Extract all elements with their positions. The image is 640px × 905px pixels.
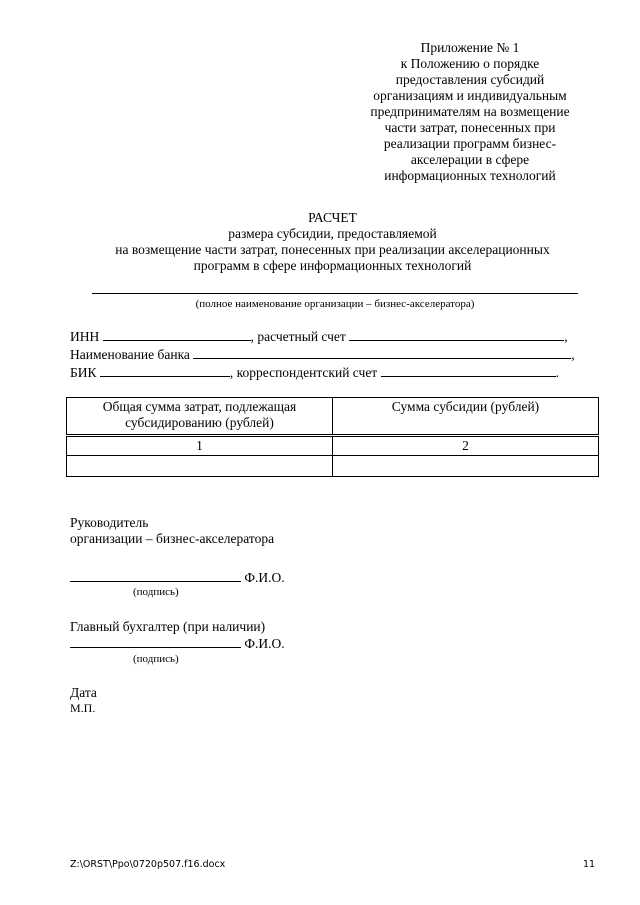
appendix-line: части затрат, понесенных при: [384, 120, 556, 135]
title-line: размера субсидии, предоставляемой: [228, 226, 437, 241]
inn-field[interactable]: [103, 327, 251, 341]
head-title-line: Руководитель: [70, 515, 149, 530]
signature-caption: (подпись): [133, 653, 179, 665]
account-label: , расчетный счет: [250, 329, 346, 344]
table-header-row: [67, 398, 599, 436]
date-label: Дата: [70, 685, 97, 700]
appendix-line: информационных технологий: [384, 168, 556, 183]
comma-mark: ,: [564, 329, 568, 344]
head-title: [70, 515, 274, 547]
document-title: [60, 210, 605, 274]
column-number: 2: [333, 436, 599, 456]
appendix-line: к Положению о порядке: [400, 56, 540, 71]
appendix-line: организациям и индивидуальным: [373, 88, 567, 103]
column-number: 1: [67, 436, 333, 456]
corr-account-label: , корреспондентский счет: [229, 365, 378, 380]
comma-mark: ,: [571, 347, 575, 362]
head-signature-line[interactable]: [70, 568, 241, 582]
title-line: программ в сфере информационных технологий: [193, 258, 472, 273]
appendix-line: акселерации в сфере: [410, 152, 530, 167]
bank-row: [70, 345, 595, 363]
bik-row: [70, 363, 595, 381]
calculation-table: [66, 397, 599, 477]
bik-label: БИК: [70, 365, 97, 380]
title-heading: РАСЧЕТ: [308, 210, 357, 225]
signature-caption: (подпись): [133, 586, 179, 598]
table-number-row: [67, 436, 599, 456]
appendix-line: реализации программ бизнес-: [383, 136, 557, 151]
head-title-line: организации – бизнес-акселератора: [70, 531, 275, 546]
seal-label: М.П.: [70, 701, 96, 715]
org-name-caption: (полное наименование организации – бизнес-акселератора): [195, 298, 475, 310]
total-costs-cell[interactable]: [67, 456, 333, 477]
accountant-title: Главный бухгалтер (при наличии): [70, 619, 266, 634]
subsidy-amount-cell[interactable]: [333, 456, 599, 477]
corr-account-field[interactable]: [381, 363, 556, 377]
inn-row: [70, 327, 595, 345]
appendix-line: предпринимателям на возмещение: [370, 104, 570, 119]
appendix-header: [350, 40, 590, 184]
fio-label: Ф.И.О.: [244, 636, 285, 651]
accountant-signature-line[interactable]: [70, 634, 241, 648]
head-signature-row: [70, 568, 285, 586]
bank-field[interactable]: [193, 345, 571, 359]
header-subsidy-amount: Сумма субсидии (рублей): [333, 398, 599, 436]
table-row: [67, 456, 599, 477]
fio-label: Ф.И.О.: [244, 570, 285, 585]
bank-label: Наименование банка: [70, 347, 190, 362]
appendix-line: Приложение № 1: [420, 40, 520, 55]
account-field[interactable]: [349, 327, 564, 341]
inn-label: ИНН: [70, 329, 100, 344]
page-number: 11: [583, 859, 596, 870]
appendix-line: предоставления субсидий: [395, 72, 545, 87]
footer-file-path: Z:\ORST\Ppo\0720p507.f16.docx: [70, 859, 226, 870]
header-total-costs: Общая сумма затрат, подлежащая субсидированию (рублей): [67, 398, 333, 436]
org-name-line[interactable]: [92, 293, 578, 294]
period-mark: .: [555, 365, 559, 380]
accountant-signature-row: [70, 634, 285, 652]
title-line: на возмещение части затрат, понесенных при реализации акселерационных: [115, 242, 550, 257]
bik-field[interactable]: [100, 363, 230, 377]
